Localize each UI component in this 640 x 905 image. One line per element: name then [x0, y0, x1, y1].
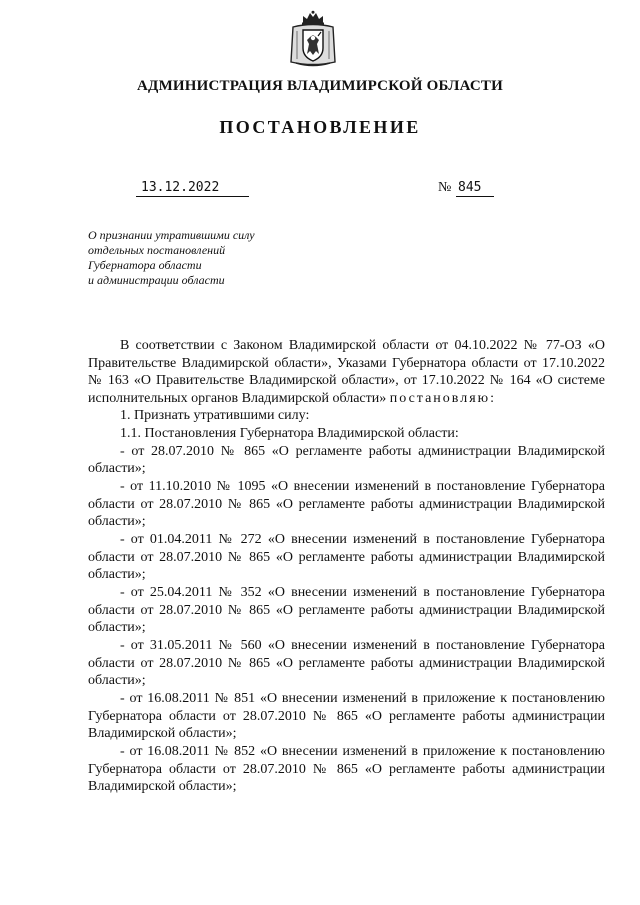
document-body: [88, 337, 605, 796]
list-item: - от 11.10.2010 № 1095 «О внесении изменений в постановление Губернатора области от 28.07.2010 № 865 «О регламенте работы администрации Владимирской области»;: [88, 479, 605, 529]
list-item: - от 25.04.2011 № 352 «О внесении изменений в постановление Губернатора области от 28.07.2010 № 865 «О регламенте работы администрации Владимирской области»;: [88, 585, 605, 635]
list-item: - от 31.05.2011 № 560 «О внесении изменений в постановление Губернатора области от 28.07.2010 № 865 «О регламенте работы администрации Владимирской области»;: [88, 638, 605, 688]
point-1-1: 1.1. Постановления Губернатора Владимирской области:: [120, 425, 459, 441]
organization-title: АДМИНИСТРАЦИЯ ВЛАДИМИРСКОЙ ОБЛАСТИ: [137, 78, 503, 94]
coat-of-arms-icon: [288, 10, 338, 68]
decree-word: постановляю:: [389, 390, 496, 406]
subject-line: Губернатора области: [88, 258, 202, 272]
list-item: - от 01.04.2011 № 272 «О внесении изменений в постановление Губернатора области от 28.07.2010 № 865 «О регламенте работы администрации Владимирской области»;: [88, 532, 605, 582]
preamble-text: В соответствии с Законом Владимирской области от 04.10.2022 № 77-ОЗ «О Правительстве Владимирской области», Указами Губернатора области от 17.10.2022 № 163 «О Правительстве Владимирской области», от 17.10.2022 № 164 «О системе исполнительных органов Владимирской области»: [88, 338, 605, 406]
document-type-title: ПОСТАНОВЛЕНИЕ: [219, 117, 421, 137]
point-1: 1. Признать утратившими силу:: [120, 408, 310, 423]
subject-line: и администрации области: [88, 273, 225, 287]
document-number-label: №: [438, 180, 452, 195]
list-item: - от 16.08.2011 № 852 «О внесении изменений в приложение к постановлению Губернатора области от 28.07.2010 № 865 «О регламенте работы администрации Владимирской области»;: [88, 744, 605, 794]
document-subject: [88, 228, 318, 288]
document-number: 845: [456, 180, 494, 197]
preamble-paragraph: [88, 337, 605, 407]
document-date: 13.12.2022: [136, 180, 249, 197]
subject-line: О признании утратившими силу: [88, 228, 255, 242]
list-item: - от 16.08.2011 № 851 «О внесении изменений в приложение к постановлению Губернатора области от 28.07.2010 № 865 «О регламенте работы администрации Владимирской области»;: [88, 691, 605, 741]
list-item: - от 28.07.2010 № 865 «О регламенте работы администрации Владимирской области»;: [88, 443, 605, 476]
subject-line: отдельных постановлений: [88, 243, 226, 257]
